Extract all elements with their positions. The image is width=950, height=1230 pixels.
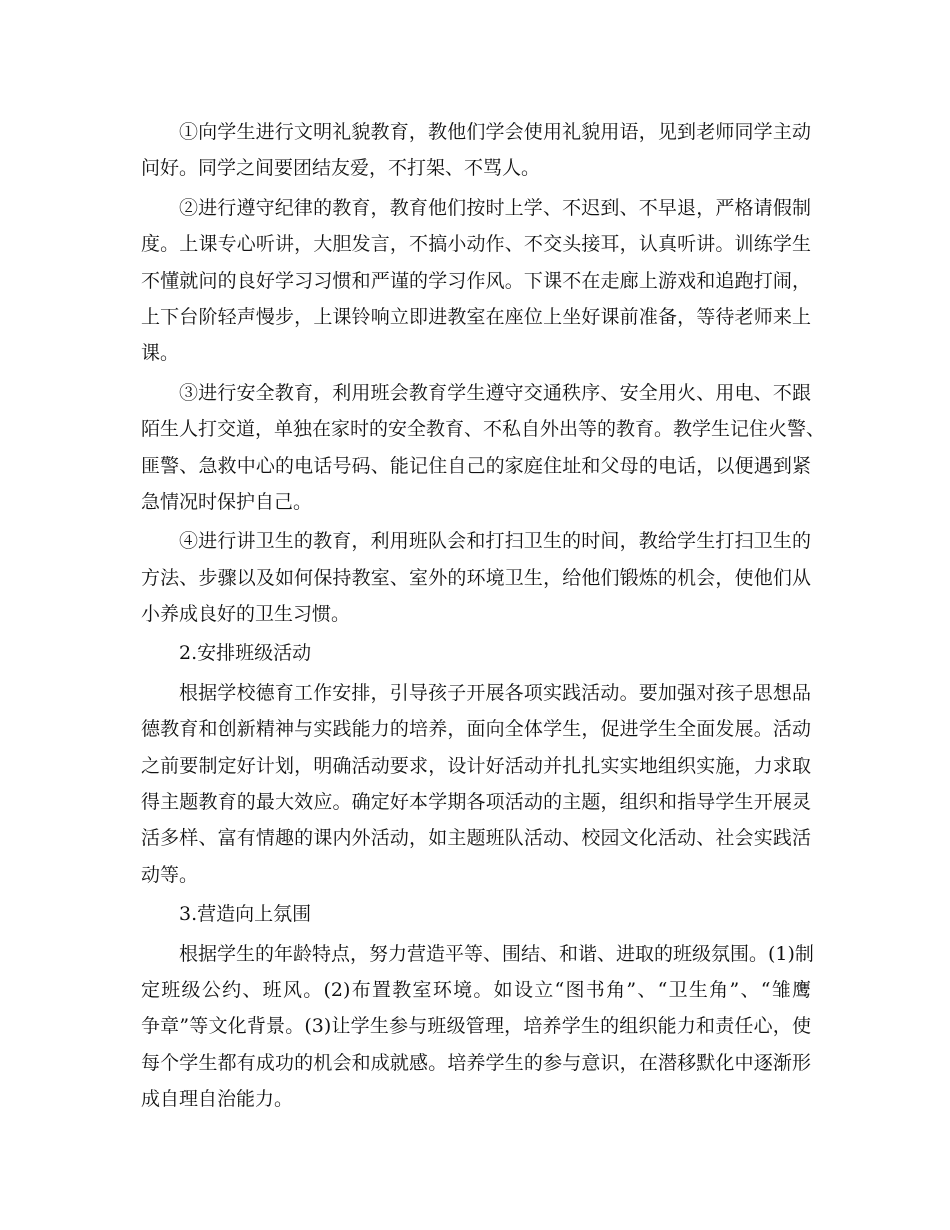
text-line: ③进行安全教育，利用班会教育学生遵守交通秩序、安全用火、用电、不跟 xyxy=(179,381,811,404)
text-line: 课。 xyxy=(141,342,180,365)
text-line: 德教育和创新精神与实践能力的培养，面向全体学生，促进学生全面发展。活动 xyxy=(141,718,811,741)
text-line: 小养成良好的卫生习惯。 xyxy=(141,603,351,626)
text-line: ④进行讲卫生的教育，利用班队会和打扫卫生的时间，教给学生打扫卫生的 xyxy=(179,530,811,553)
text-line: 每个学生都有成功的机会和成就感。培养学生的参与意识，在潜移默化中逐渐形 xyxy=(141,1051,811,1074)
text-line: 定班级公约、班风。(2)布置教室环境。如设立“图书角”、“卫生角”、“雏鹰 xyxy=(141,978,811,1001)
text-line: ①向学生进行文明礼貌教育，教他们学会使用礼貌用语，见到老师同学主动 xyxy=(179,121,811,143)
text-line: 上下台阶轻声慢步，上课铃响立即进教室在座位上坐好课前准备，等待老师来上 xyxy=(141,305,811,328)
text-line: 之前要制定好计划，明确活动要求，设计好活动并扎扎实实地组织实施，力求取 xyxy=(141,754,811,777)
text-line: 成自理自治能力。 xyxy=(141,1088,294,1111)
text-line: 动等。 xyxy=(141,863,199,886)
text-line: 根据学生的年龄特点，努力营造平等、围结、和谐、进取的班级氛围。(1)制 xyxy=(179,942,814,965)
section-heading: 3.营造向上氛围 xyxy=(179,903,312,926)
text-line: 活多样、富有情趣的课内外活动，如主题班队活动、校园文化活动、社会实践活 xyxy=(141,827,811,850)
text-line: 急情况时保护自己。 xyxy=(141,490,313,513)
document-body xyxy=(141,114,826,1118)
text-line: 问好。同学之间要团结友爱，不打架、不骂人。 xyxy=(141,157,541,180)
text-line: 争章”等文化背景。(3)让学生参与班级管理，培养学生的组织能力和责任心，使 xyxy=(141,1015,811,1038)
text-line: 度。上课专心听讲，大胆发言，不搞小动作、不交头接耳，认真听讲。训练学生 xyxy=(141,233,811,256)
text-line: 得主题教育的最大效应。确定好本学期各项活动的主题，组织和指导学生开展灵 xyxy=(141,791,811,814)
text-line: 根据学校德育工作安排，引导孩子开展各项实践活动。要加强对孩子思想品 xyxy=(179,681,811,704)
text-line: 方法、步骤以及如何保持教室、室外的环境卫生，给他们锻炼的机会，使他们从 xyxy=(141,566,811,589)
text-line: 陌生人打交道，单独在家时的安全教育、不私自外出等的教育。教学生记住火警、 xyxy=(141,418,826,441)
section-heading: 2.安排班级活动 xyxy=(179,642,312,665)
text-line: ②进行遵守纪律的教育，教育他们按时上学、不迟到、不早退，严格请假制 xyxy=(179,196,811,219)
text-line: 不懂就问的良好学习习惯和严谨的学习作风。下课不在走廊上游戏和追跑打闹， xyxy=(141,269,811,292)
text-line: 匪警、急救中心的电话号码、能记住自己的家庭住址和父母的电话，以便遇到紧 xyxy=(141,454,811,477)
